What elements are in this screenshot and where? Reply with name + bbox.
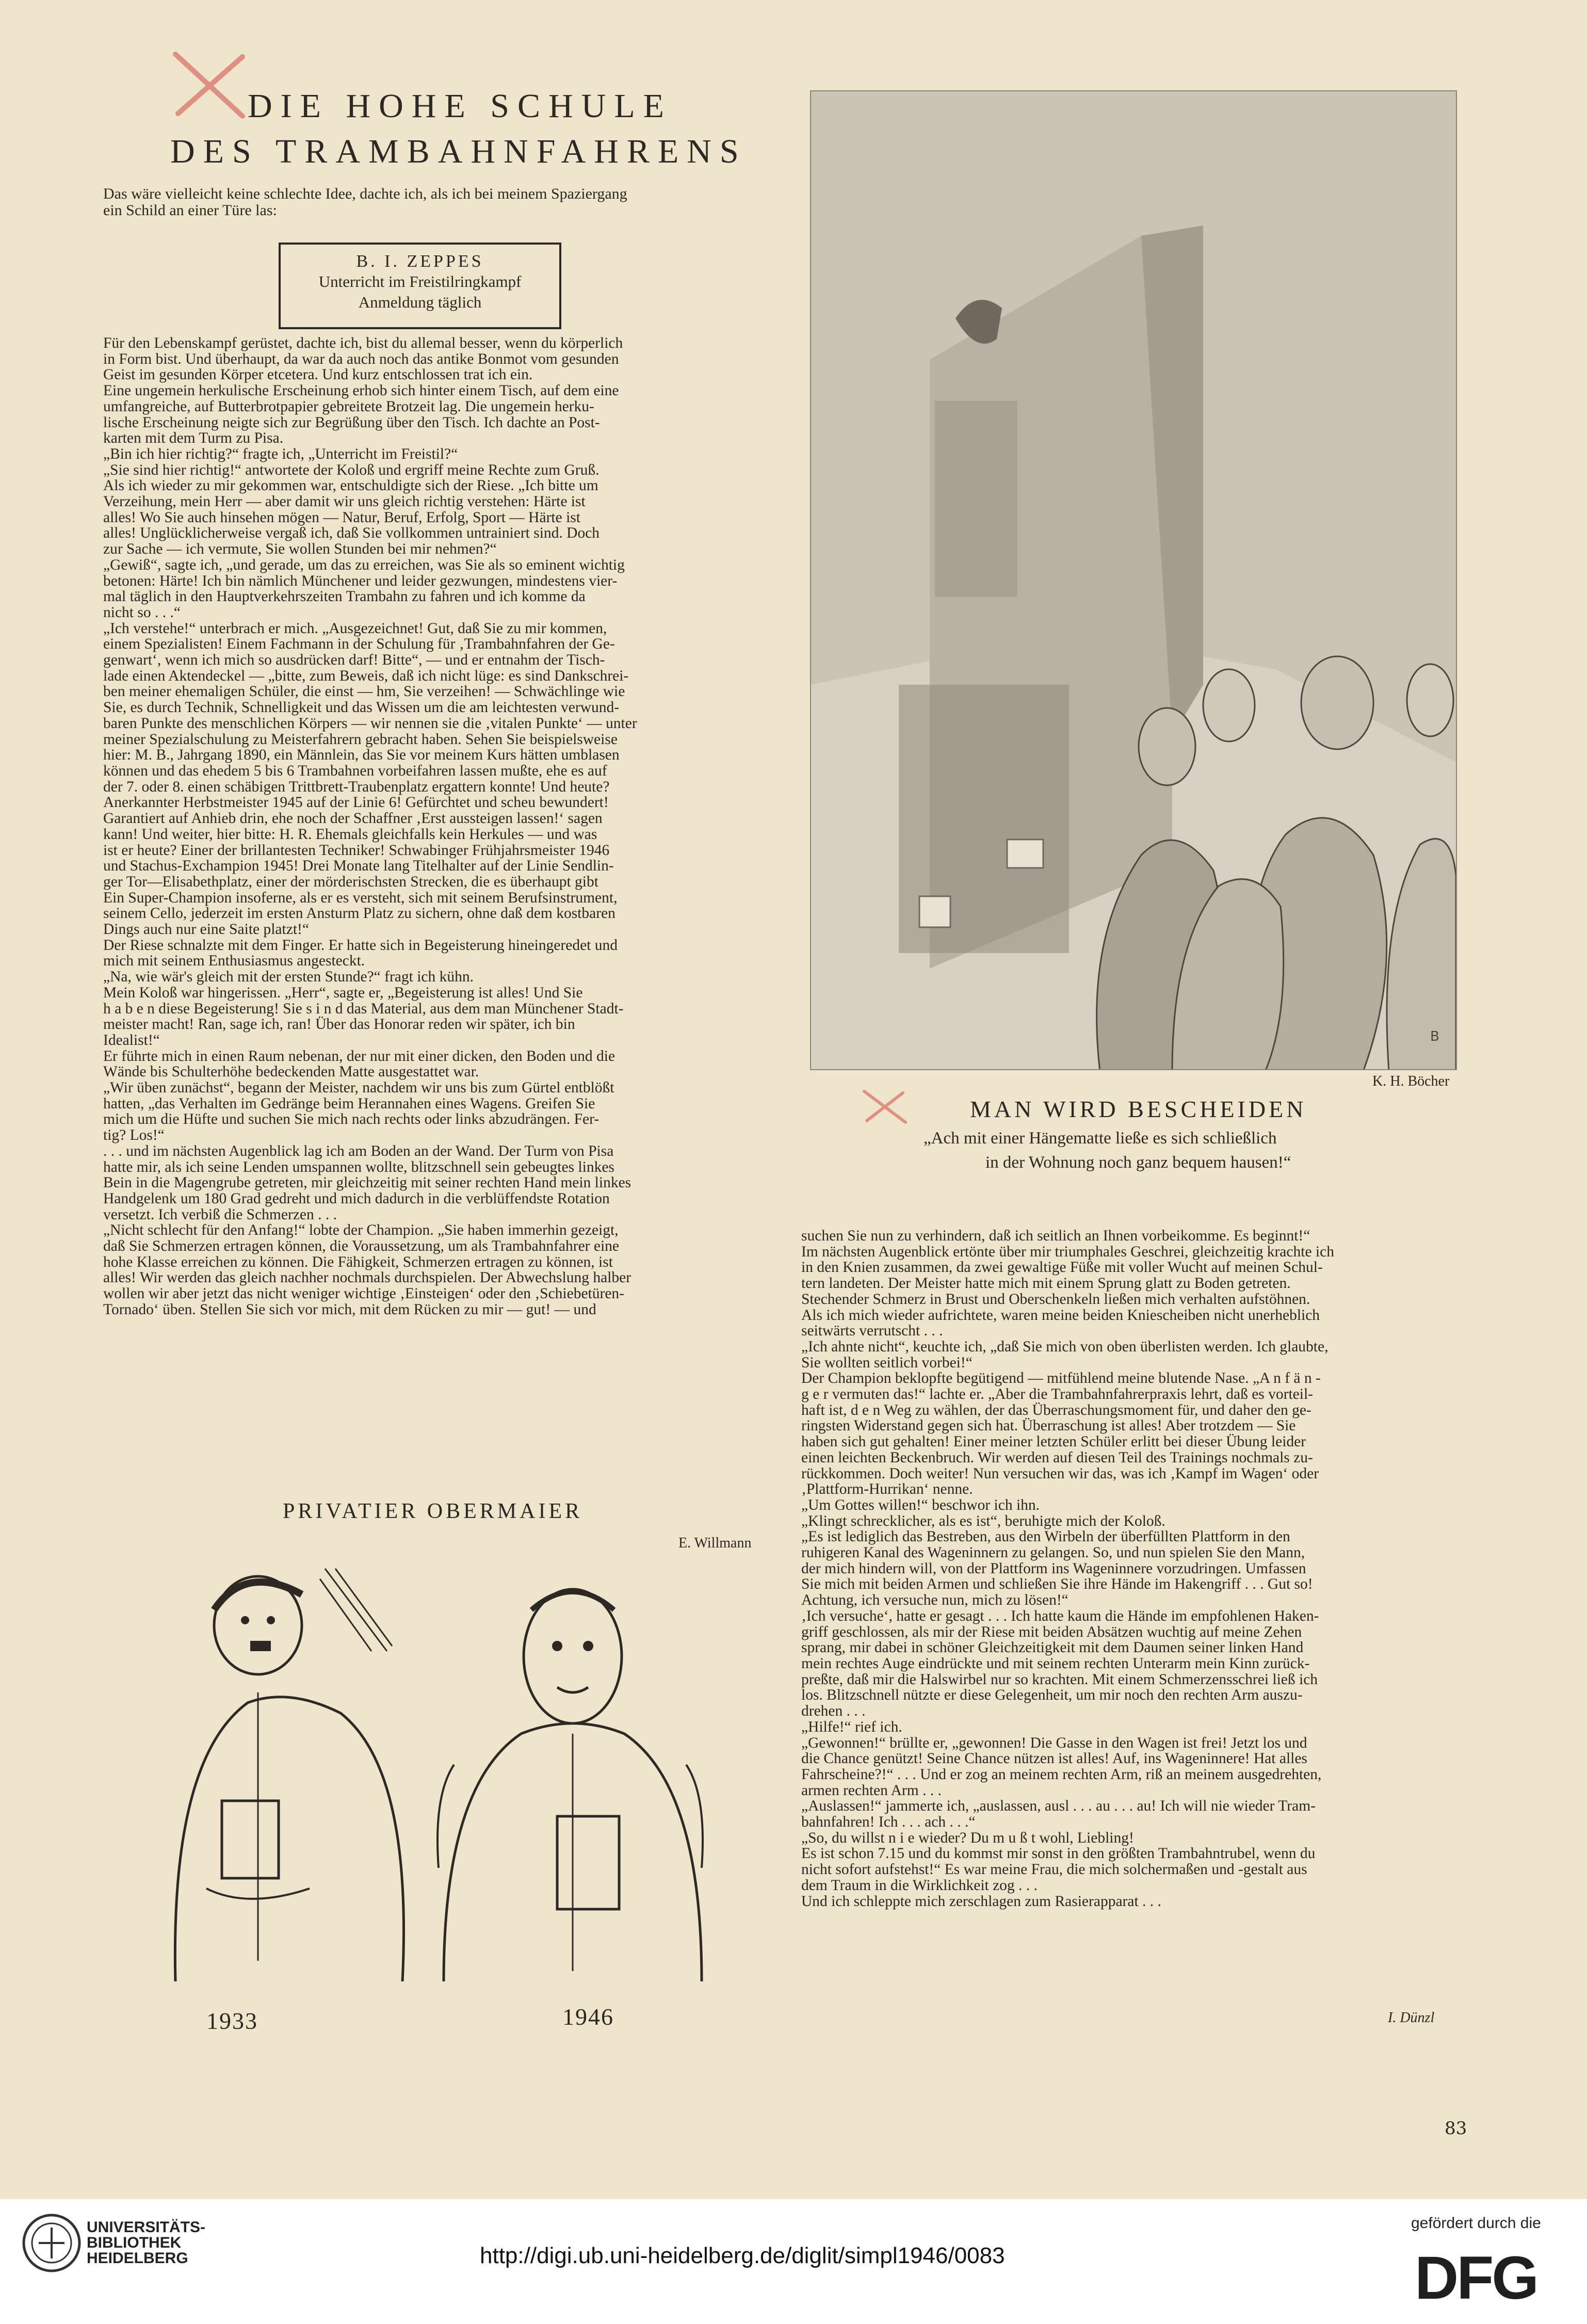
page-number: 83: [1445, 2118, 1467, 2139]
tenement-sketch: [811, 91, 1456, 1069]
source-url-link[interactable]: http://digi.ub.uni-heidelberg.de/diglit/simpl1946/0083: [480, 2243, 1005, 2268]
cartoon-title: PRIVATIER OBERMAIER: [283, 1499, 583, 1523]
red-x-mark-title: [170, 49, 248, 121]
sign-line3: Anmeldung täglich: [358, 293, 482, 311]
cartoon-figure-1933: [155, 1558, 413, 1981]
university-name-line2: BIBLIOTHEK: [87, 2234, 182, 2251]
illustration-caption-line1: „Ach mit einer Hängematte ließe es sich schließlich: [924, 1129, 1277, 1148]
footer-bar: [0, 2199, 1587, 2324]
article-author: I. Dünzl: [1388, 2010, 1435, 2026]
cartoon-year-left: 1933: [206, 2008, 258, 2034]
university-name-line1: UNIVERSITÄTS-: [87, 2219, 206, 2236]
university-name: [87, 2220, 205, 2266]
sign-line2: Unterricht im Freistilringkampf: [318, 272, 522, 290]
illustration-caption-line2: in der Wohnung noch ganz bequem hausen!“: [985, 1153, 1291, 1172]
illustration-title: MAN WIRD BESCHEIDEN: [970, 1096, 1307, 1122]
article-body-left: Für den Lebenskampf gerüstet, dachte ich, bist du allemal besser, wenn du körperlich in Form bist. Und überhaupt, da war da auch noch das antike Bonmot vom gesunden Geist im gesunden Körper etcetera. Und kurz entschlossen trat ich ein. Eine ungemein herkulische Erscheinung erhob sich hinter einem Tisch, auf dem eine umfangreiche, auf Butterbrotpapier gebreitete Brotzeit lag. Die ungemein herku- lische Erscheinung neigte sich zur Begrüßung über den Tisch. Ich dachte an Post- karten mit dem Turm zu Pisa. „Bin ich hier richtig?“ fragte ich, „Unterricht im Freistil?“ „Sie sind hier richtig!“ antwortete der Koloß und ergriff meine Rechte zum Gruß. Als ich wieder zu mir gekommen war, entschuldigte sich der Riese. „Ich bitte um Verzeihung, mein Herr — aber damit wir uns gleich richtig verstehen: Härte ist alles! Wo Sie auch hinsehen mögen — Natur, Beruf, Erfolg, Sport — Härte ist alles! Unglücklicherweise vergaß ich, daß Sie vollkommen untrainiert sind. Doch zur Sache — ich vermute, Sie wollen Stunden bei mir nehmen?“ „Gewiß“, sagte ich, „und gerade, um das zu erreichen, was Sie als so eminent wichtig betonen: Härte! Ich bin nämlich Münchener und leider gezwungen, mindestens vier- mal täglich in den Hauptverkehrszeiten Trambahn zu fahren und ich komme da nicht so . . .“ „Ich verstehe!“ unterbrach er mich. „Ausgezeichnet! Gut, daß Sie zu mir kommen, einem Spezialisten! Einem Fachmann in der Schulung für ‚Trambahnfahren der Ge- genwart‘, wenn ich mich so ausdrücken darf! Bitte“, — und er entnahm der Tisch- lade einen Aktendeckel — „bitte, zum Beweis, daß ich nicht lüge: es sind Dankschrei- ben meiner ehemaligen Schüler, die einst — hm, Sie verzeihen! — Schwächlinge wie Sie, es durch Technik, Schnelligkeit und das Wissen um die am leichtesten verwund- baren Punkte des menschlichen Körpers — wir nennen sie die ‚vitalen Punkte‘ — unter meiner Spezialschulung zu Meisterfahrern gebracht haben. Sehen Sie beispielsweise hier: M. B., Jahrgang 1890, ein Männlein, das Sie vor meinem Kurs hätten umblasen können und das ehedem 5 bis 6 Trambahnen vorbeifahren lassen mußte, ehe es auf der 7. oder 8. einen schäbigen Trittbrett-Traubenplatz ergattern konnte! Und heute? Anerkannter Herbstmeister 1945 auf der Linie 6! Gefürchtet und scheu bewundert! Garantiert auf Anhieb drin, ehe noch der Schaffner ‚Erst aussteigen lassen!‘ sagen kann! Und weiter, hier bitte: H. R. Ehemals gleichfalls kein Herkules — und was ist er heute? Einer der brillantesten Techniker! Schwabinger Frühjahrsmeister 1946 und Stachus-Exchampion 1945! Drei Monate lang Titelhalter auf der Linie Sendlin- ger Tor—Elisabethplatz, einer der mörderischsten Strecken, die es überhaupt gibt Ein Super-Champion insoferne, als er es versteht, sich mit seinem Berufsinstrument, seinem Cello, jederzeit im ersten Ansturm Platz zu sichern, ohne daß dem kostbaren Dings auch nur eine Saite platzt!“ Der Riese schnalzte mit dem Finger. Er hatte sich in Begeisterung hineingeredet und mich mit seinem Enthusiasmus angesteckt. „Na, wie wär's gleich mit der ersten Stunde?“ fragt ich kühn. Mein Koloß war hingerissen. „Herr“, sagte er, „Begeisterung ist alles! Und Sie h a b e n diese Begeisterung! Sie s i n d das Material, aus dem man Münchener Stadt- meister macht! Ran, sage ich, ran! Über das Honorar reden wir später, ich bin Idealist!“ Er führte mich in einen Raum nebenan, der nur mit einer dicken, den Boden und die Wände bis Schulterhöhe bedeckenden Matte ausgestattet war. „Wir üben zunächst“, begann der Meister, nachdem wir uns bis zum Gürtel entblößt hatten, „das Verhalten im Gedränge beim Herannahen eines Wagens. Greifen Sie mich um die Hüfte und suchen Sie mich nach rechts oder links abzudrängen. Fer- tig? Los!“ . . . und im nächsten Augenblick lag ich am Boden an der Wand. Der Turm von Pisa hatte mir, als ich seine Lenden umspannen wollte, blitzschnell sein gebeugtes linkes Bein in die Magengrube getreten, mir gleichzeitig mit seiner rechten Hand mein linkes Handgelenk um 180 Grad gedreht und mich dadurch in die verblüffendste Rotation versetzt. Ich verbiß die Schmerzen . . . „Nicht schlecht für den Anfang!“ lobte der Champion. „Sie haben immerhin gezeigt, daß Sie Schmerzen ertragen können, die Voraussetzung, um als Trambahnfahrer eine hohe Klasse erreichen zu können. Die Fähigkeit, Schmerzen ertragen zu können, ist alles! Wir werden das gleich nachher nochmals durchspielen. Der Abwechslung halber wollen wir aber jetzt das nicht weniger wichtige ‚Einsteigen‘ oder den ‚Schiebetüren- Tornado‘ üben. Stellen Sie sich vor mich, mit dem Rücken zu mir — gut! — und: [103, 335, 637, 1318]
svg-text:B: B: [1430, 1029, 1439, 1044]
university-seal-icon: [21, 2212, 83, 2274]
illustration-credit: K. H. Böcher: [1372, 1073, 1450, 1089]
article-title-line1: DIE HOHE SCHULE: [248, 87, 672, 125]
article-title-line2: DES TRAMBAHNFAHRENS: [170, 133, 747, 170]
cartoon-year-right: 1946: [562, 2004, 614, 2030]
red-x-mark-caption: [862, 1089, 908, 1125]
cartoon-figure-1946: [433, 1569, 712, 1981]
article-body-right: suchen Sie nun zu verhindern, daß ich seitlich an Ihnen vorbeikomme. Es beginnt!“ Im nächsten Augenblick ertönte über mir triumphales Geschrei, gleichzeitig krachte ich in den Knien zusammen, da zwei gewaltige Füße mit voller Wucht auf meinen Schul- tern landeten. Der Meister hatte mich mit einem Sprung glatt zu Boden getreten. Stechender Schmerz in Brust und Oberschenkeln ließen mich verhalten aufstöhnen. Als ich mich wieder aufrichtete, waren meine beiden Kniescheiben nicht unerheblich seitwärts verrutscht . . . „Ich ahnte nicht“, keuchte ich, „daß Sie mich von oben überlisten werden. Ich glaubte, Sie wollten seitlich vorbei!“ Der Champion beklopfte begütigend — mitfühlend meine blutende Nase. „A n f ä n - g e r vermuten das!“ lachte er. „Aber die Trambahnfahrerpraxis lehrt, daß es vorteil- haft ist, d e n Weg zu wählen, der das Überraschungsmoment für, und daher den ge- ringsten Widerstand gegen sich hat. Überraschung ist alles! Aber trotzdem — Sie haben sich gut gehalten! Einer meiner letzten Schüler erlitt bei dieser Übung leider einen leichten Beckenbruch. Wir werden auf diesen Teil des Trainings nochmals zu- rückkommen. Doch weiter! Nun versuchen wir das, was ich ‚Kampf im Wagen‘ oder ‚Plattform-Hurrikan‘ nenne. „Um Gottes willen!“ beschwor ich ihn. „Klingt schrecklicher, als es ist“, beruhigte mich der Koloß. „Es ist lediglich das Bestreben, aus den Wirbeln der überfüllten Plattform in den ruhigeren Kanal des Wageninnern zu gelangen. So, und nun spielen Sie den Mann, der mich hindern will, von der Plattform ins Wageninnere vorzudringen. Umfassen Sie mich mit beiden Armen und schließen Sie ihre Hände im Hakengriff . . . Gut so! Achtung, ich versuche nun, mich zu lösen!“ ‚Ich versuche‘, hatte er gesagt . . . Ich hatte kaum die Hände im empfohlenen Haken- griff geschlossen, als mir der Riese mit beiden Absätzen wuchtig auf meine Zehen sprang, mir dabei in schöner Gleichzeitigkeit mit dem Daumen seiner linken Hand mein rechtes Auge eindrückte und mit seinem rechten Unterarm mein Kinn zurück- preßte, daß mir die Halswirbel nur so krachten. Mit einem Schmerzensschrei ließ ich los. Blitzschnell nützte er diese Gelegenheit, um mir noch den rechten Arm auszu- drehen . . . „Hilfe!“ rief ich. „Gewonnen!“ brüllte er, „gewonnen! Die Gasse in den Wagen ist frei! Jetzt los und die Chance genützt! Seine Chance nützen ist alles! Auf, ins Wageninnere! Hat alles Fahrscheine?!“ . . . Und er zog an meinem rechten Arm, riß an meinem ausgedrehten, armen rechten Arm . . . „Auslassen!“ jammerte ich, „auslassen, ausl . . . au . . . au! Ich will nie wieder Tram- bahnfahren! Ich . . . ach . . .“ „So, du willst n i e wieder? Du m u ß t wohl, Liebling! Es ist schon 7.15 und du kommst mir sonst in den größten Trambahntrubel, wenn du nicht sofort aufstehst!“ Es war meine Frau, die mich solchermaßen und -gestalt aus dem Traum in die Wirklichkeit zog . . . Und ich schleppte mich zerschlagen zum Rasierapparat . . .: [801, 1228, 1334, 1910]
university-name-line3: HEIDELBERG: [87, 2250, 188, 2267]
article-intro: Das wäre vielleicht keine schlechte Idee, dachte ich, als ich bei meinem Spaziergang ein Schild an einer Türe las:: [103, 185, 627, 219]
dfg-logo: DFG: [1415, 2244, 1537, 2312]
illustration-drawing: [810, 90, 1457, 1070]
funded-by-label: gefördert durch die: [1411, 2215, 1541, 2232]
cartoon-credit: E. Willmann: [678, 1535, 752, 1551]
sign-name: B. I. ZEPPES: [356, 252, 484, 271]
sign-box: [279, 243, 561, 329]
